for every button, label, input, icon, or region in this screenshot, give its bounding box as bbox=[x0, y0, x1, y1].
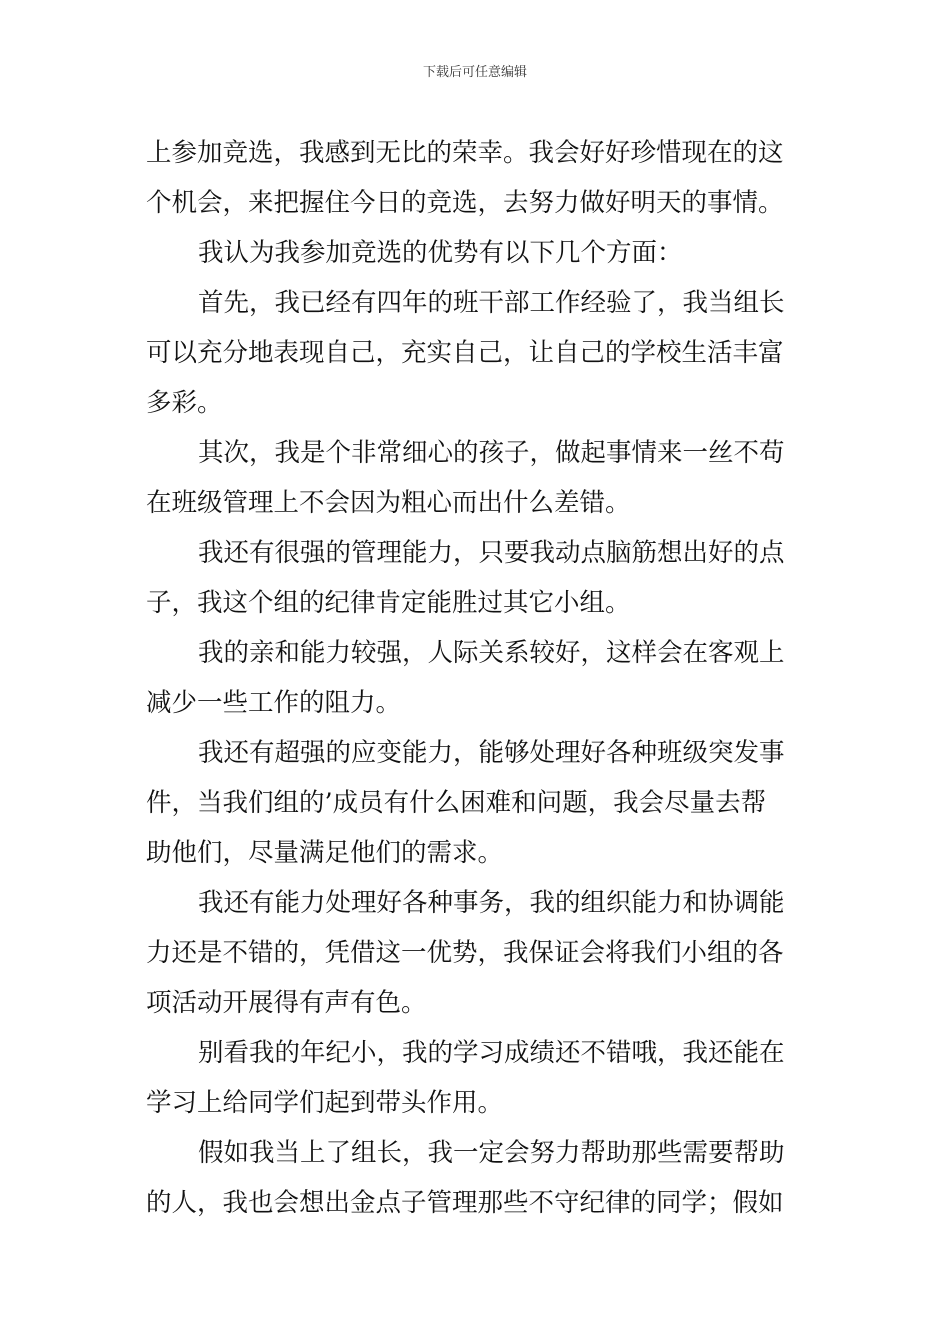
text-line: 力还是不错的，凭借这一优势，我保证会将我们小组的各 bbox=[146, 938, 784, 968]
text-line: 我还有很强的管理能力，只要我动点脑筋想出好的点 bbox=[198, 538, 785, 568]
text-line: 子，我这个组的纪律肯定能胜过其它小组。 bbox=[146, 588, 631, 618]
text-line: 我认为我参加竞选的优势有以下几个方面： bbox=[198, 238, 683, 268]
document-body bbox=[146, 128, 810, 1228]
text-line: 假如我当上了组长，我一定会努力帮助那些需要帮助 bbox=[198, 1138, 785, 1168]
text-line: 学习上给同学们起到带头作用。 bbox=[146, 1088, 504, 1118]
text-line: 首先，我已经有四年的班干部工作经验了，我当组长 bbox=[198, 288, 785, 318]
text-line: 别看我的年纪小，我的学习成绩还不错哦，我还能在 bbox=[198, 1038, 785, 1068]
text-line: 我还有能力处理好各种事务，我的组织能力和协调能 bbox=[198, 888, 785, 918]
text-line: 项活动开展得有声有色。 bbox=[146, 988, 427, 1018]
text-line: 上参加竞选，我感到无比的荣幸。我会好好珍惜现在的这 bbox=[146, 138, 784, 168]
text-line: 其次，我是个非常细心的孩子，做起事情来一丝不苟 bbox=[198, 438, 785, 468]
text-line: 个机会，来把握住今日的竞选，去努力做好明天的事情。 bbox=[146, 188, 784, 218]
text-line: 我还有超强的应变能力，能够处理好各种班级突发事 bbox=[198, 738, 785, 768]
text-line: 的人，我也会想出金点子管理那些不守纪律的同学；假如 bbox=[146, 1188, 784, 1218]
text-line: 我的亲和能力较强，人际关系较好，这样会在客观上 bbox=[198, 638, 785, 668]
text-line: 多彩。 bbox=[146, 388, 223, 418]
text-line: 助他们，尽量满足他们的需求。 bbox=[146, 838, 504, 868]
text-line: 在班级管理上不会因为粗心而出什么差错。 bbox=[146, 488, 631, 518]
text-line: 可以充分地表现自己，充实自己，让自己的学校生活丰富 bbox=[146, 338, 784, 368]
text-line: 减少一些工作的阻力。 bbox=[146, 688, 402, 718]
page-header: 下载后可任意编辑 bbox=[422, 65, 527, 80]
text-line: 件，当我们组的’成员有什么困难和问题，我会尽量去帮 bbox=[146, 788, 767, 818]
